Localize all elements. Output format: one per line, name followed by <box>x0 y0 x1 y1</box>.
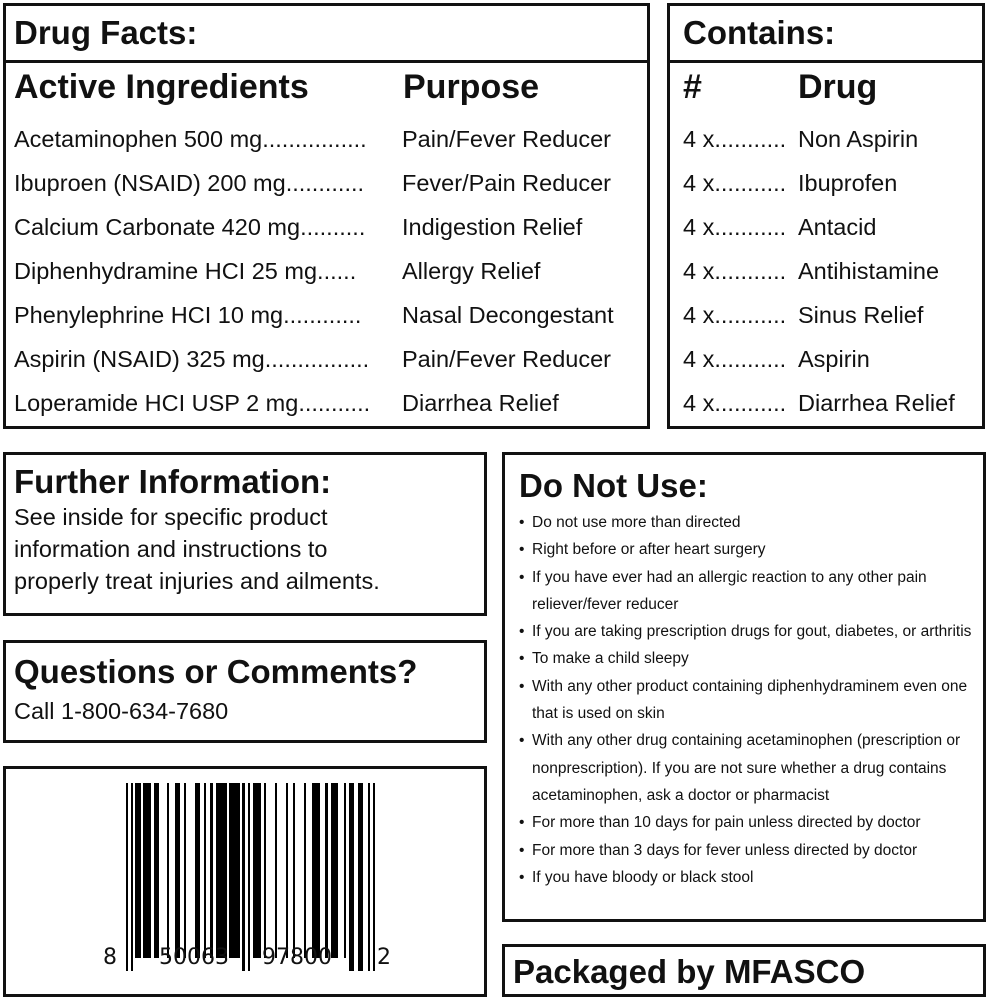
purpose-cell: Indigestion Relief <box>402 214 583 240</box>
dot-leader: ........... <box>714 126 787 152</box>
do-not-use-title: Do Not Use: <box>519 467 708 504</box>
drug-facts-title: Drug Facts: <box>6 6 647 63</box>
barcode-digit: 50063 <box>159 945 229 970</box>
warning-item: • For more than 3 days for fever unless directed by doctor <box>519 837 983 864</box>
warning-item: • To make a child sleepy <box>519 645 983 672</box>
purpose-cell: Pain/Fever Reducer <box>402 126 611 152</box>
ingredient-row <box>14 126 367 153</box>
ingredient-name: Diphenhydramine HCI 25 mg <box>14 258 318 284</box>
count-cell: 4 x <box>683 302 715 328</box>
drug-cell: Ibuprofen <box>798 170 898 196</box>
dot-leader: ................ <box>262 126 367 152</box>
count-cell: 4 x <box>683 214 715 240</box>
dot-leader: .......... <box>300 214 366 240</box>
drug-cell: Aspirin <box>798 346 870 372</box>
questions-panel <box>3 640 487 743</box>
further-information-line: properly treat injuries and ailments. <box>14 568 380 594</box>
ingredient-name: Acetaminophen 500 mg <box>14 126 263 152</box>
barcode-digit: 97800 <box>262 945 332 970</box>
barcode-icon <box>124 783 376 958</box>
ingredient-name: Ibuproen (NSAID) 200 mg <box>14 170 286 196</box>
ingredient-row <box>14 346 369 373</box>
contains-title: Contains: <box>670 6 982 63</box>
warning-list <box>519 509 983 891</box>
dot-leader: ................ <box>264 346 370 372</box>
dot-leader: ........... <box>714 390 787 416</box>
purpose-cell: Nasal Decongestant <box>402 302 614 328</box>
drug-cell: Antacid <box>798 214 877 240</box>
drug-cell: Sinus Relief <box>798 302 924 328</box>
ingredient-name: Calcium Carbonate 420 mg <box>14 214 301 240</box>
active-ingredients-heading: Active Ingredients <box>14 68 309 106</box>
packaged-by-panel: Packaged by MFASCO <box>502 944 986 997</box>
warning-item: • If you have ever had an allergic reaction to any other pain reliever/fever reducer <box>519 564 983 619</box>
drug-cell: Diarrhea Relief <box>798 390 955 416</box>
purpose-cell: Fever/Pain Reducer <box>402 170 611 196</box>
warning-item: • If you are taking prescription drugs for gout, diabetes, or arthritis <box>519 618 983 645</box>
drug-facts-panel <box>3 3 650 429</box>
ingredient-row <box>14 170 364 197</box>
contains-row <box>683 390 786 417</box>
ingredient-row <box>14 302 361 329</box>
barcode-digit: 8 <box>103 945 117 970</box>
contains-panel <box>667 3 985 429</box>
further-information-panel <box>3 452 487 616</box>
drug-heading: Drug <box>798 68 878 106</box>
purpose-cell: Allergy Relief <box>402 258 541 284</box>
contains-row <box>683 258 786 285</box>
ingredient-row <box>14 214 365 241</box>
drug-cell: Non Aspirin <box>798 126 919 152</box>
contains-row <box>683 126 786 153</box>
questions-title: Questions or Comments? <box>14 653 418 690</box>
contains-row <box>683 346 786 373</box>
dot-leader: ........... <box>714 258 787 284</box>
dot-leader: ........... <box>714 302 787 328</box>
further-information-line: information and instructions to <box>14 536 328 562</box>
count-cell: 4 x <box>683 346 715 372</box>
dot-leader: ............ <box>285 170 365 196</box>
ingredient-row <box>14 390 370 417</box>
phone-number: Call 1-800-634-7680 <box>14 698 229 724</box>
warning-item: • For more than 10 days for pain unless directed by doctor <box>519 809 983 836</box>
purpose-cell: Pain/Fever Reducer <box>402 346 611 372</box>
dot-leader: ........... <box>714 214 787 240</box>
warning-item: • Do not use more than directed <box>519 509 983 536</box>
ingredient-name: Aspirin (NSAID) 325 mg <box>14 346 265 372</box>
warning-item: • With any other drug containing acetaminophen (prescription or nonprescription). If you are not sure whether a drug contains acetaminophen, ask a doctor or pharmacist <box>519 727 983 809</box>
count-cell: 4 x <box>683 170 715 196</box>
contains-row <box>683 302 786 329</box>
purpose-cell: Diarrhea Relief <box>402 390 559 416</box>
warning-item: • With any other product containing diphenhydraminem even one that is used on skin <box>519 673 983 728</box>
further-information-title: Further Information: <box>14 463 332 500</box>
purpose-heading: Purpose <box>403 68 540 106</box>
barcode-panel <box>3 766 487 997</box>
further-information-line: See inside for specific product <box>14 504 328 530</box>
count-cell: 4 x <box>683 258 715 284</box>
contains-row <box>683 214 786 241</box>
dot-leader: ........... <box>714 170 787 196</box>
warning-item: • If you have bloody or black stool <box>519 864 983 891</box>
count-heading: # <box>683 68 702 106</box>
do-not-use-panel <box>502 452 986 922</box>
barcode-digit: 2 <box>377 945 391 970</box>
ingredient-name: Loperamide HCI USP 2 mg <box>14 390 299 416</box>
dot-leader: ...... <box>317 258 357 284</box>
drug-cell: Antihistamine <box>798 258 940 284</box>
count-cell: 4 x <box>683 390 715 416</box>
ingredient-name: Phenylephrine HCI 10 mg <box>14 302 284 328</box>
contains-row <box>683 170 786 197</box>
dot-leader: ............ <box>283 302 362 328</box>
warning-item: • Right before or after heart surgery <box>519 536 983 563</box>
dot-leader: ........... <box>298 390 371 416</box>
dot-leader: ........... <box>714 346 787 372</box>
count-cell: 4 x <box>683 126 715 152</box>
ingredient-row <box>14 258 356 285</box>
